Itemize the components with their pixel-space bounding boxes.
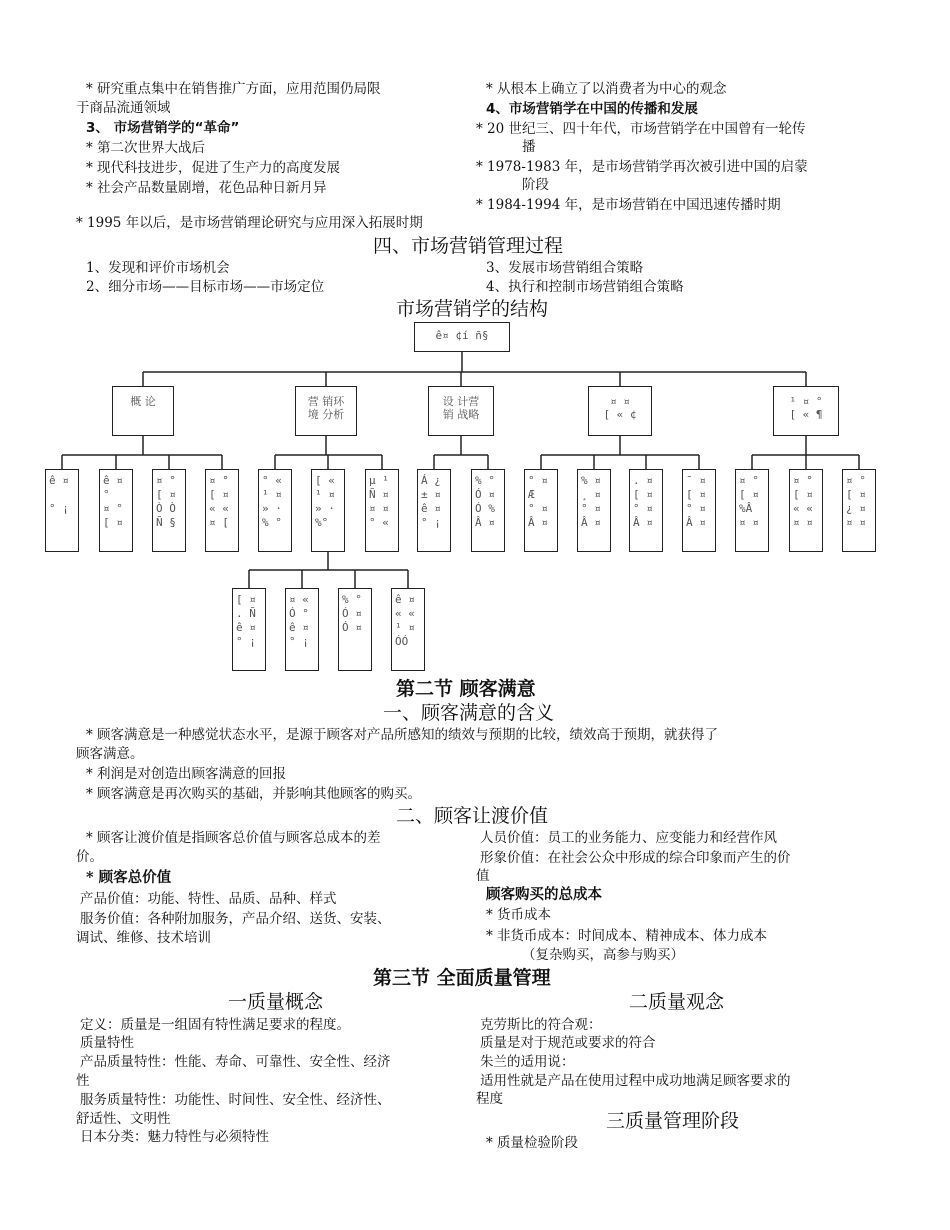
diagram-node-l2: % ¤ ¸ ¤ ° ¤ Â ¤ bbox=[577, 469, 611, 552]
diagram-node-l2: % ° Ó ¤ Ó % Â ¤ bbox=[471, 469, 505, 552]
bullet-item: * 第二次世界大战后 bbox=[86, 140, 206, 156]
bullet-item: * 现代科技进步，促进了生产力的高度发展 bbox=[86, 160, 341, 176]
paragraph: * 顾客满意是一种感觉状态水平，是源于顾客对产品所感知的绩效与预期的比较，绩效高于预期，就获得了 bbox=[86, 727, 719, 743]
text-line: 调试、维修、技术培训 bbox=[76, 930, 211, 946]
diagram-title: 市场营销学的结构 bbox=[396, 298, 549, 320]
text-line: * 研究重点集中在销售推广方面，应用范围仍局限 bbox=[86, 81, 381, 97]
text-line: 程度 bbox=[476, 1091, 503, 1107]
section-title: 第三节 全面质量管理 bbox=[373, 967, 551, 989]
diagram-node-l2: ° « ¹ ¤ » · % ° bbox=[258, 469, 292, 552]
text-line: 舒适性、文明性 bbox=[76, 1111, 171, 1127]
subsection-title: 三质量管理阶段 bbox=[606, 1110, 740, 1132]
diagram-node-l2: Á ¿ ± ¤ ê ¤ ° ¡ bbox=[417, 469, 451, 552]
diagram-node-l3: [ ¤ . Ñ ê ¤ ° ¡ bbox=[232, 588, 266, 671]
bullet-item: * 1978-1983 年，是市场营销学再次被引进中国的启蒙 bbox=[476, 159, 808, 175]
bullet-item: * 利润是对创造出顾客满意的回报 bbox=[86, 766, 287, 782]
diagram-node-l2: μ ¹ Ñ ¤ ¤ ¤ ° « bbox=[365, 469, 399, 552]
diagram-node-l2: ê ¤ ° ¤ ° [ ¤ bbox=[99, 469, 133, 552]
text-line: 于商品流通领域 bbox=[76, 100, 171, 116]
text-line: 人员价值：员工的业务能力、应变能力和经营作风 bbox=[480, 830, 777, 846]
diagram-node-l1: 营 销环 境 分析 bbox=[295, 386, 357, 436]
diagram-node-l1: 设 计营 销 战略 bbox=[428, 386, 494, 436]
diagram-node-l2: ¤ ° [ ¤ « « ¤ [ bbox=[205, 469, 239, 552]
bullet-item: * 1984-1994 年，是市场营销在中国迅速传播时期 bbox=[476, 197, 781, 213]
text-line: 产品价值：功能、特性、品质、品种、样式 bbox=[80, 891, 337, 907]
text-line: 阶段 bbox=[522, 177, 549, 193]
diagram-node-l2: ¤ ° [ ¤ ¿ ¤ ¤ ¤ bbox=[842, 469, 876, 552]
diagram-node-l2: [ « ¹ ¤ » · %° bbox=[311, 469, 345, 552]
text-line: 朱兰的适用说： bbox=[480, 1054, 575, 1070]
bullet-item: * 质量检验阶段 bbox=[486, 1135, 579, 1151]
text-line: 价。 bbox=[76, 849, 103, 865]
subsection-title: 二、顾客让渡价值 bbox=[396, 805, 549, 827]
diagram-node-l2: ° ¤ Æ ° ¤ Â ¤ bbox=[524, 469, 558, 552]
section-title: 四、市场营销管理过程 bbox=[373, 235, 564, 257]
diagram-node-l1: 概 论 bbox=[112, 386, 174, 436]
text-line: 形象价值：在社会公众中形成的综合印象而产生的价 bbox=[480, 850, 791, 866]
subsection-title: 二质量观念 bbox=[629, 991, 725, 1013]
section-heading: 4、市场营销学在中国的传播和发展 bbox=[486, 101, 698, 117]
section-heading: * 顾客总价值 bbox=[86, 869, 172, 886]
text-line: 定义：质量是一组固有特性满足要求的程度。 bbox=[80, 1017, 350, 1033]
section-heading: 顾客购买的总成本 bbox=[486, 886, 602, 903]
text-line: 产品质量特性：性能、寿命、可靠性、安全性、经济 bbox=[80, 1054, 391, 1070]
bullet-item: * 社会产品数量剧增，花色品种日新月异 bbox=[86, 180, 327, 196]
section-heading: 3、 市场营销学的“革命” bbox=[86, 120, 240, 136]
paragraph: 顾客满意。 bbox=[76, 746, 144, 762]
list-item: 4、执行和控制市场营销组合策略 bbox=[486, 279, 684, 295]
bullet-item: * 20 世纪三、四十年代，市场营销学在中国曾有一轮传 bbox=[476, 121, 806, 137]
text-line: 服务价值：各种附加服务，产品介绍、送货、安装、 bbox=[80, 911, 391, 927]
diagram-node-l2: ¯ ¤ [ ¤ ° ¤ Â ¤ bbox=[682, 469, 716, 552]
list-item: 1、发现和评价市场机会 bbox=[86, 260, 230, 276]
bullet-item: * 从根本上确立了以消费者为中心的观念 bbox=[486, 81, 727, 97]
subsection-title: 一、顾客满意的含义 bbox=[383, 702, 555, 724]
diagram-node-l3: % ° Ó ¤ Ó ¤ bbox=[338, 588, 372, 671]
bullet-item: * 顾客让渡价值是指顾客总价值与顾客总成本的差 bbox=[86, 830, 381, 846]
subsection-title: 一质量概念 bbox=[228, 991, 324, 1013]
diagram-node-l2: ¤ ° [ ¤ %Â ¤ ¤ bbox=[735, 469, 769, 552]
diagram-root-node: ê¤ ¢í ñ§ bbox=[414, 322, 510, 352]
text-line: 质量是对于规范或要求的符合 bbox=[480, 1035, 656, 1051]
text-line: 日本分类：魅力特性与必须特性 bbox=[80, 1129, 269, 1145]
text-line: （复杂购买，高参与购买） bbox=[522, 947, 684, 963]
text-line: 服务质量特性：功能性、时间性、安全性、经济性、 bbox=[80, 1092, 391, 1108]
text-line: 克劳斯比的符合观： bbox=[480, 1017, 602, 1033]
text-line: 值 bbox=[476, 868, 490, 884]
diagram-node-l2: ¤ ° [ ¤ « « ¤ ¤ bbox=[789, 469, 823, 552]
diagram-node-l3: ¤ « Ó ° ê ¤ ° ¡ bbox=[285, 588, 319, 671]
text-line: 播 bbox=[522, 139, 536, 155]
section-title: 第二节 顾客满意 bbox=[396, 678, 536, 700]
diagram-node-l1: ¹ ¤ ° [ « ¶ bbox=[773, 386, 839, 436]
list-item: 3、发展市场营销组合策略 bbox=[486, 260, 644, 276]
text-line: * 1995 年以后，是市场营销理论研究与应用深入拓展时期 bbox=[76, 215, 423, 231]
text-line: 质量特性 bbox=[80, 1035, 134, 1051]
list-item: 2、细分市场——目标市场——市场定位 bbox=[86, 279, 325, 295]
diagram-node-l2: . ¤ [ ¤ ° ¤ Â ¤ bbox=[629, 469, 663, 552]
diagram-node-l1: ¤ ¤ [ « ¢ bbox=[588, 386, 652, 436]
bullet-item: * 货币成本 bbox=[486, 907, 552, 923]
bullet-item: * 顾客满意是再次购买的基础，并影响其他顾客的购买。 bbox=[86, 786, 422, 802]
diagram-node-l3: ê ¤ « « ¹ ¤ ÓÓ bbox=[391, 588, 425, 671]
diagram-node-l2: ¤ ° [ ¤ Ò Ò Ñ § bbox=[152, 469, 186, 552]
text-line: 性 bbox=[76, 1073, 90, 1089]
text-line: 适用性就是产品在使用过程中成功地满足顾客要求的 bbox=[480, 1073, 791, 1089]
bullet-item: * 非货币成本：时间成本、精神成本、体力成本 bbox=[486, 928, 768, 944]
diagram-node-l2: ê ¤ ° ¡ bbox=[45, 469, 79, 552]
